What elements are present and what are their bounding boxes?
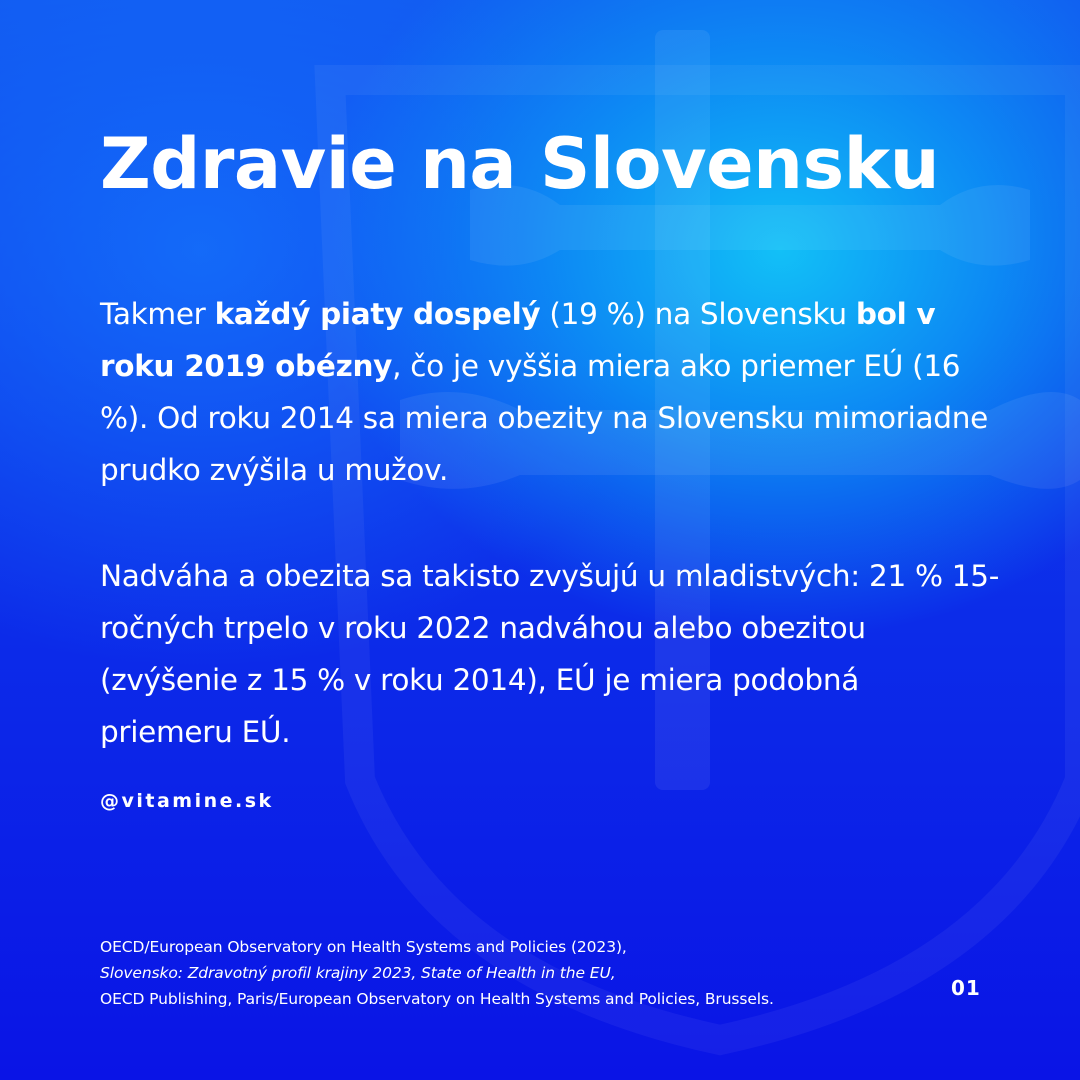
paragraph-text: Takmer (100, 297, 215, 331)
source-citation (100, 934, 900, 1012)
page-number: 01 (951, 976, 981, 1000)
source-line: OECD Publishing, Paris/European Observatory on Health Systems and Policies, Brussels. (100, 990, 774, 1008)
paragraph-obesity-adults (100, 288, 1000, 496)
social-handle: @vitamine.sk (100, 790, 274, 812)
paragraph-text: (19 %) na Slovensku (540, 297, 856, 331)
source-line: OECD/European Observatory on Health Systems and Policies (2023), (100, 938, 627, 956)
paragraph-emphasis: bol v roku 2019 obézny (100, 297, 936, 383)
paragraph-obesity-youth: Nadváha a obezita sa takisto zvyšujú u mladistvých: 21 % 15-ročných trpelo v roku 2022 nadváhou alebo obezitou (zvýšenie z 15 % v roku 2014), EÚ je miera podobná priemeru EÚ. (100, 559, 1000, 749)
page-title: Zdravie na Slovensku (100, 123, 940, 205)
paragraph-text: , čo je vyššia miera ako priemer EÚ (16 %). Od roku 2014 sa miera obezity na Slovensku mimoriadne prudko zvýšila u mužov. (100, 349, 988, 487)
paragraph-emphasis: každý piaty dospelý (214, 297, 541, 331)
source-line-italic: Slovensko: Zdravotný profil krajiny 2023, State of Health in the EU, (100, 964, 616, 982)
